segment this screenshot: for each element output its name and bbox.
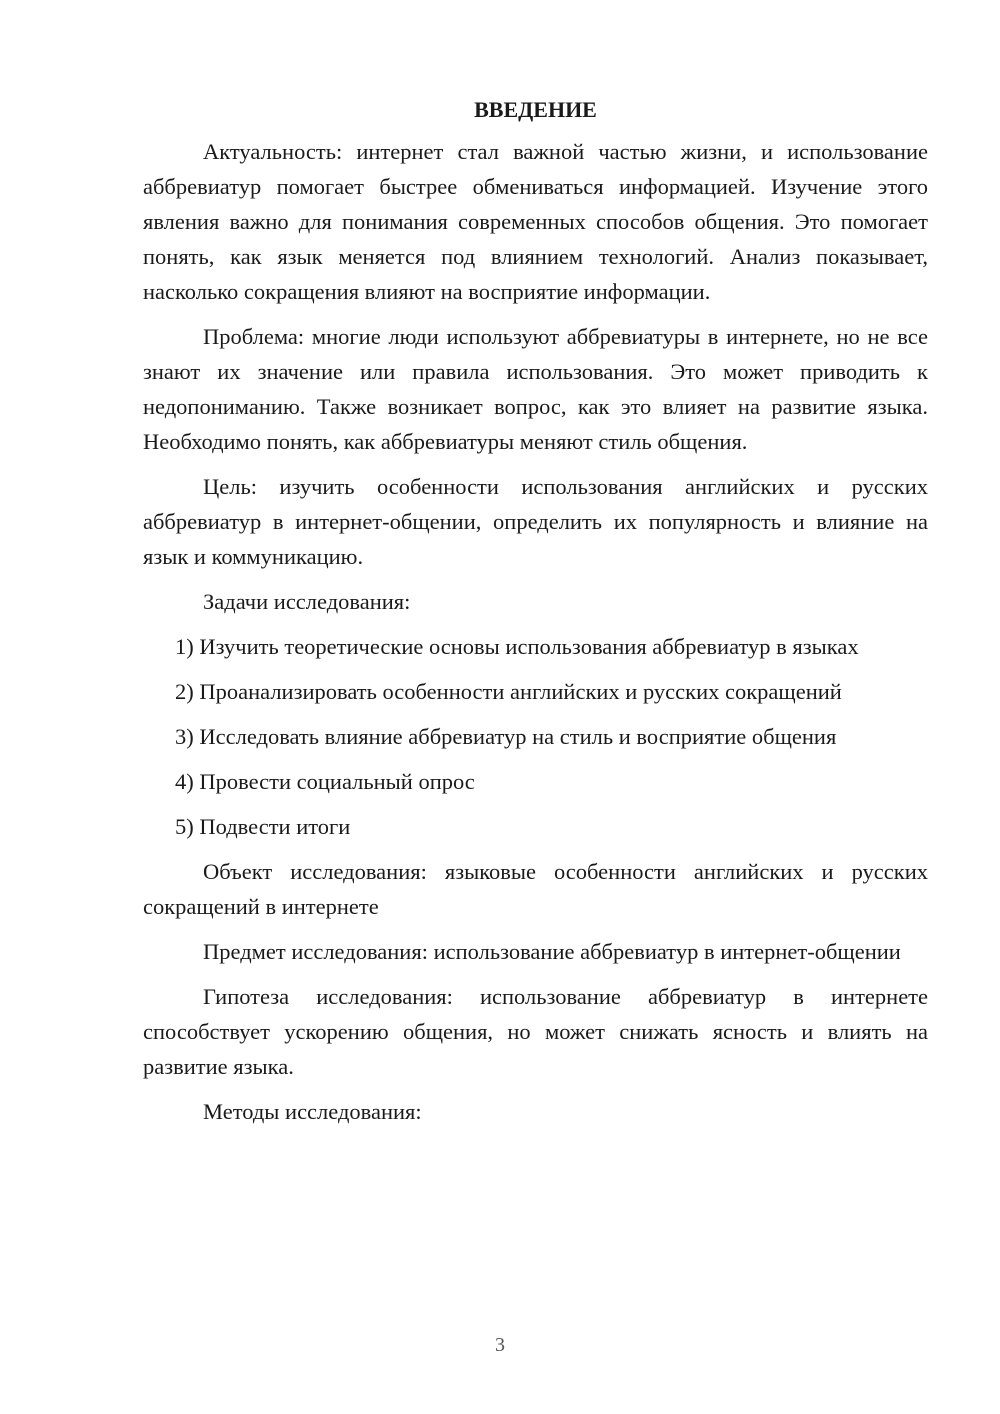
paragraph-subject: Предмет исследования: использование аббревиатур в интернет-общении — [203, 939, 901, 964]
task-item-5: 5) Подвести итоги — [175, 814, 351, 839]
task-item-2: 2) Проанализировать особенности английских и русских сокращений — [175, 679, 842, 704]
page-title: ВВЕДЕНИЕ — [474, 97, 597, 122]
paragraph-problem: Проблема: многие люди используют аббревиатуры в интернете, но не все знают их значение или правила использования. Это может приводить к недопониманию. Также возникает вопрос, как это влияет на развитие языка. Необходимо понять, как аббревиатуры меняют стиль общения. — [143, 324, 928, 454]
task-item-4: 4) Провести социальный опрос — [175, 769, 475, 794]
task-item-3: 3) Исследовать влияние аббревиатур на стиль и восприятие общения — [175, 724, 837, 749]
paragraph-relevance: Актуальность: интернет стал важной частью жизни, и использование аббревиатур помогает быстрее обмениваться информацией. Изучение этого явления важно для понимания современных способов общения. Это помогает понять, как язык меняется под влиянием технологий. Анализ показывает, насколько сокращения влияют на восприятие информации. — [143, 139, 928, 304]
page-number: 3 — [495, 1334, 505, 1356]
tasks-heading: Задачи исследования: — [203, 589, 411, 614]
methods-heading: Методы исследования: — [203, 1099, 422, 1124]
task-item-1: 1) Изучить теоретические основы использования аббревиатур в языках — [175, 634, 859, 659]
paragraph-goal: Цель: изучить особенности использования английских и русских аббревиатур в интернет-общении, определить их популярность и влияние на язык и коммуникацию. — [143, 474, 928, 569]
paragraph-object: Объект исследования: языковые особенности английских и русских сокращений в интернете — [143, 859, 928, 919]
document-page — [143, 92, 928, 1139]
paragraph-hypothesis: Гипотеза исследования: использование аббревиатур в интернете способствует ускорению общения, но может снижать ясность и влиять на развитие языка. — [143, 984, 928, 1079]
